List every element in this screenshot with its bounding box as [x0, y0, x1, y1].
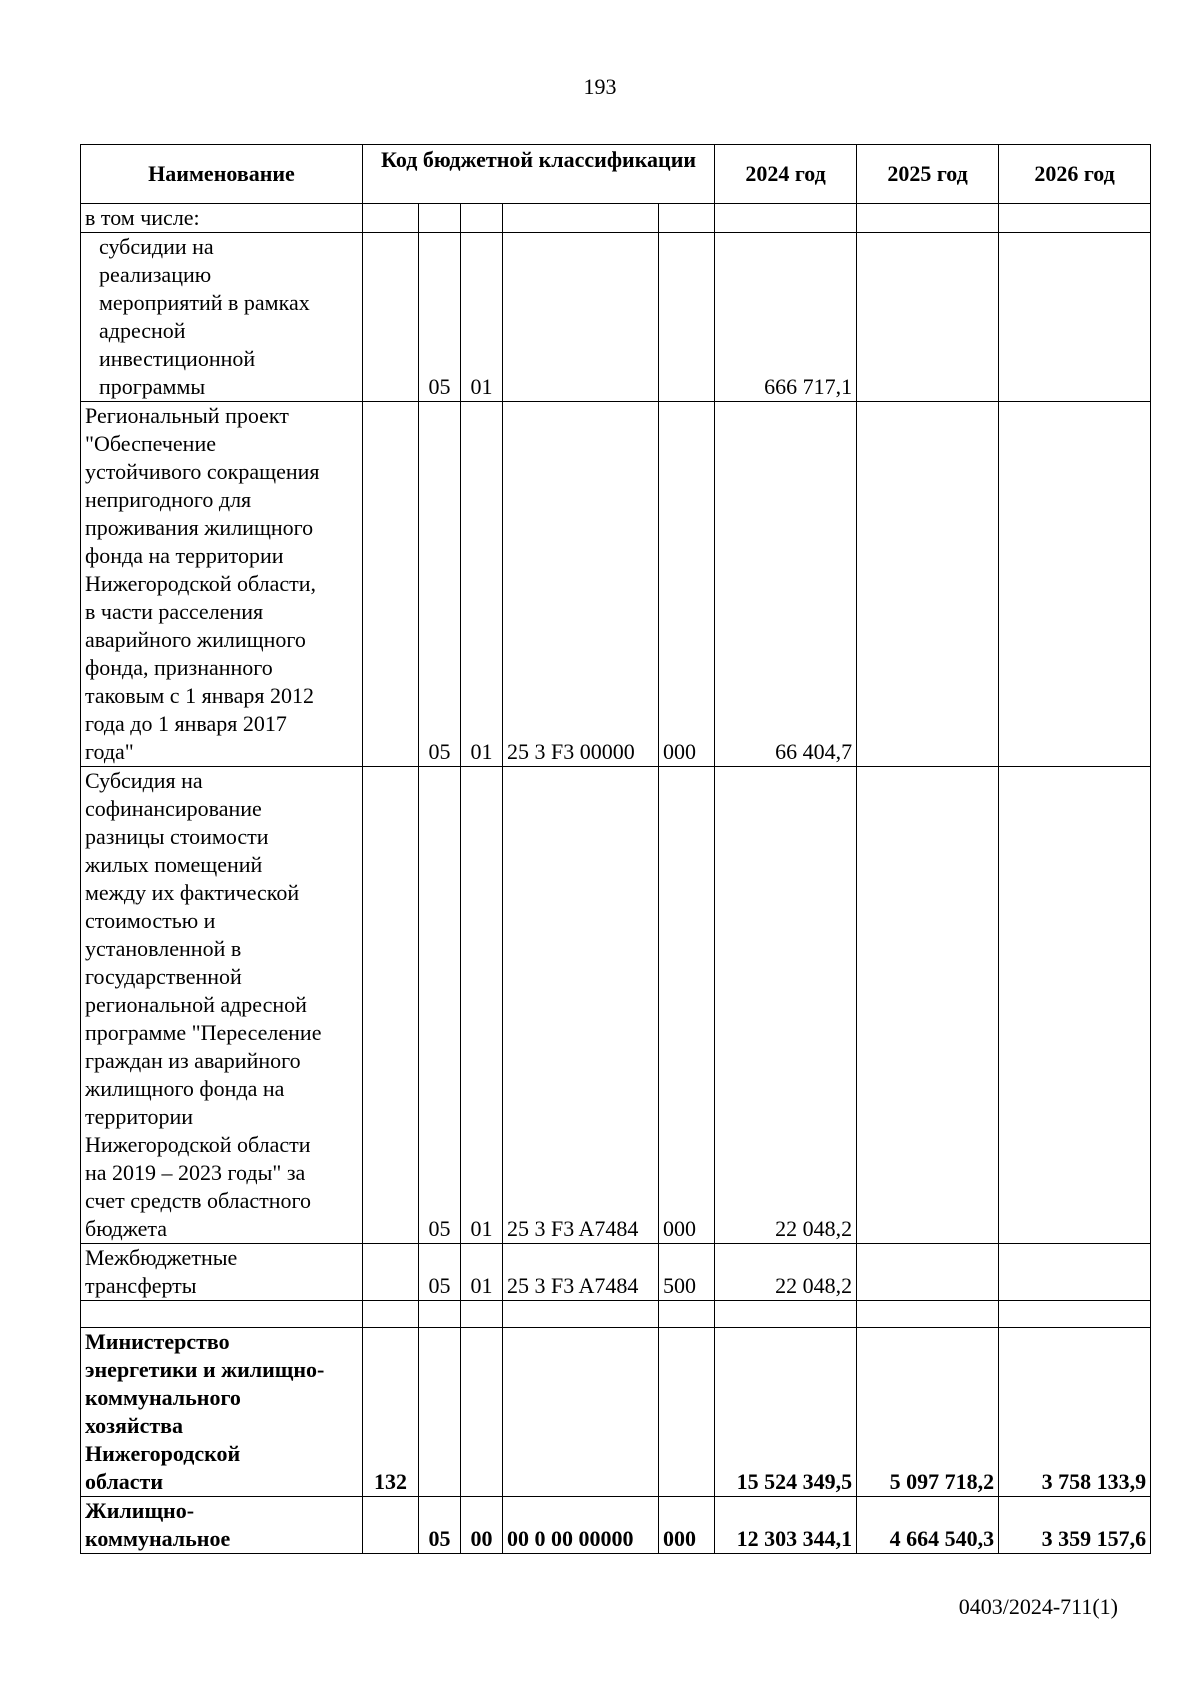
row-name: в том числе: — [81, 204, 363, 233]
row-2024: 666 717,1 — [715, 233, 857, 402]
row-2024 — [715, 1301, 857, 1328]
row-2026 — [999, 233, 1151, 402]
row-2024: 66 404,7 — [715, 402, 857, 767]
table-row — [81, 767, 1151, 1244]
page-number: 193 — [583, 74, 617, 99]
row-vr: 000 — [659, 767, 715, 1244]
row-2025 — [857, 402, 999, 767]
row-rz — [419, 1328, 461, 1497]
row-2026 — [999, 1244, 1151, 1301]
row-admin — [363, 1301, 419, 1328]
row-admin — [363, 402, 419, 767]
row-admin — [363, 767, 419, 1244]
row-2026: 3 758 133,9 — [999, 1328, 1151, 1497]
row-vr: 000 — [659, 402, 715, 767]
row-name: Министерство энергетики и жилищно- коммунального хозяйства Нижегородской области — [81, 1328, 363, 1497]
row-csr: 25 3 F3 00000 — [503, 402, 659, 767]
table-row-ministry — [81, 1328, 1151, 1497]
row-csr: 25 3 F3 A7484 — [503, 1244, 659, 1301]
header-2024: 2024 год — [715, 145, 857, 204]
row-admin: 132 — [363, 1328, 419, 1497]
table-row — [81, 402, 1151, 767]
row-rz: 05 — [419, 1244, 461, 1301]
row-vr — [659, 233, 715, 402]
row-csr — [503, 233, 659, 402]
row-2026 — [999, 1301, 1151, 1328]
row-2026 — [999, 402, 1151, 767]
row-rz: 05 — [419, 233, 461, 402]
row-csr — [503, 1301, 659, 1328]
row-pr: 01 — [461, 233, 503, 402]
row-rz: 05 — [419, 402, 461, 767]
row-csr — [503, 1328, 659, 1497]
table-row — [81, 1244, 1151, 1301]
row-pr: 00 — [461, 1497, 503, 1554]
row-admin — [363, 1244, 419, 1301]
row-csr: 00 0 00 00000 — [503, 1497, 659, 1554]
row-2026 — [999, 767, 1151, 1244]
row-vr: 000 — [659, 1497, 715, 1554]
row-2024: 22 048,2 — [715, 1244, 857, 1301]
row-2024 — [715, 204, 857, 233]
row-2025 — [857, 204, 999, 233]
row-name: субсидии на реализацию мероприятий в рамках адресной инвестиционной программы — [81, 233, 363, 402]
row-name: Жилищно- коммунальное — [81, 1497, 363, 1554]
row-csr: 25 3 F3 A7484 — [503, 767, 659, 1244]
row-pr: 01 — [461, 402, 503, 767]
table-row-empty — [81, 1301, 1151, 1328]
table-row — [81, 233, 1151, 402]
row-2025: 5 097 718,2 — [857, 1328, 999, 1497]
document-code: 0403/2024-711(1) — [958, 1594, 1118, 1619]
row-vr — [659, 204, 715, 233]
row-rz — [419, 1301, 461, 1328]
row-admin — [363, 1497, 419, 1554]
budget-table — [80, 144, 1151, 1554]
row-2026 — [999, 204, 1151, 233]
row-name: Межбюджетные трансферты — [81, 1244, 363, 1301]
row-csr — [503, 204, 659, 233]
row-2025 — [857, 1301, 999, 1328]
row-vr: 500 — [659, 1244, 715, 1301]
row-name: Субсидия на софинансирование разницы стоимости жилых помещений между их фактической стоимостью и установленной в государственной региональной адресной программе "Переселение граждан из аварийного жилищного фонда на территории Нижегородской области на 2019 – 2023 годы" за счет средств областного бюджета — [81, 767, 363, 1244]
header-2026: 2026 год — [999, 145, 1151, 204]
header-code: Код бюджетной классификации — [363, 145, 715, 204]
row-rz: 05 — [419, 1497, 461, 1554]
row-admin — [363, 204, 419, 233]
row-vr — [659, 1301, 715, 1328]
row-vr — [659, 1328, 715, 1497]
row-2024: 12 303 344,1 — [715, 1497, 857, 1554]
row-pr — [461, 1328, 503, 1497]
table-row — [81, 204, 1151, 233]
row-2024: 22 048,2 — [715, 767, 857, 1244]
row-pr: 01 — [461, 1244, 503, 1301]
row-rz — [419, 204, 461, 233]
row-2025: 4 664 540,3 — [857, 1497, 999, 1554]
row-admin — [363, 233, 419, 402]
row-name: Региональный проект "Обеспечение устойчивого сокращения непригодного для проживания жилищного фонда на территории Нижегородской области, в части расселения аварийного жилищного фонда, признанного таковым с 1 января 2012 года до 1 января 2017 года" — [81, 402, 363, 767]
header-name: Наименование — [81, 145, 363, 204]
table-header-row — [81, 145, 1151, 204]
row-name — [81, 1301, 363, 1328]
row-2025 — [857, 767, 999, 1244]
row-pr: 01 — [461, 767, 503, 1244]
row-pr — [461, 204, 503, 233]
row-pr — [461, 1301, 503, 1328]
row-2024: 15 524 349,5 — [715, 1328, 857, 1497]
row-rz: 05 — [419, 767, 461, 1244]
row-2025 — [857, 1244, 999, 1301]
row-2025 — [857, 233, 999, 402]
header-2025: 2025 год — [857, 145, 999, 204]
row-2026: 3 359 157,6 — [999, 1497, 1151, 1554]
table-row-section — [81, 1497, 1151, 1554]
